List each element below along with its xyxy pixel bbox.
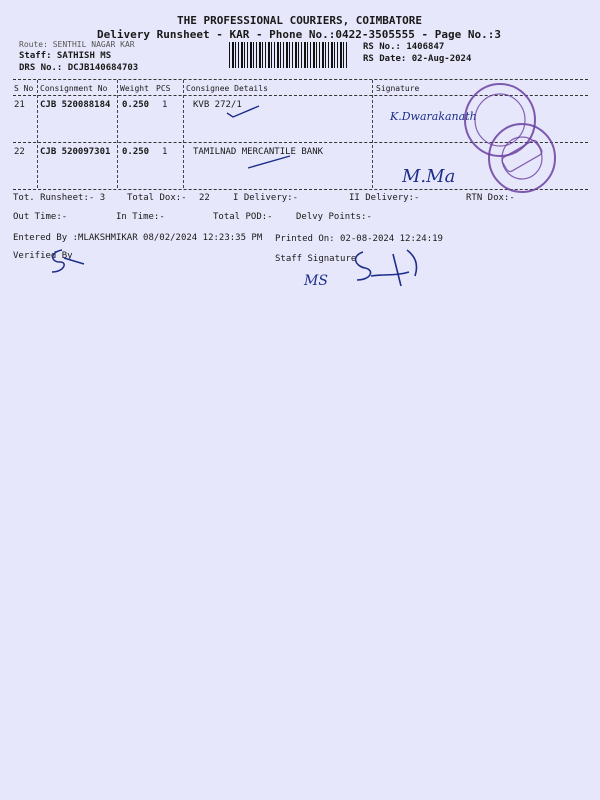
- verifier-signature-icon: [44, 246, 88, 276]
- tick-mark-icon: [246, 152, 296, 174]
- row-consignee: KVB 272/1: [193, 100, 242, 110]
- staff-signature-label: Staff Signature: [275, 254, 357, 264]
- staff-signature-icon: [345, 246, 430, 294]
- col-header-sno: S No: [14, 84, 34, 93]
- i-delivery: I Delivery:-: [233, 193, 299, 203]
- col-header-consignee: Consignee Details: [186, 84, 268, 93]
- delvy-points: Delvy Points:-: [296, 212, 372, 222]
- barcode: [229, 42, 349, 68]
- drs-number: DRS No.: DCJB140684703: [19, 63, 139, 73]
- runsheet-title: Delivery Runsheet - KAR - Phone No.:0422-3505555 - Page No.:3: [97, 28, 501, 41]
- row-consignee: TAMILNAD MERCANTILE BANK: [193, 147, 324, 157]
- col-divider: [117, 80, 118, 188]
- total-dox-value: 22: [199, 193, 210, 203]
- rs-date: RS Date: 02-Aug-2024: [363, 54, 472, 64]
- row-consignment: CJB 520088184: [40, 100, 111, 110]
- in-time: In Time:-: [116, 212, 165, 222]
- total-pod: Total POD:-: [213, 212, 273, 222]
- verified-by: Verified By: [13, 251, 73, 261]
- staff-initials: MS: [304, 273, 328, 289]
- col-divider: [183, 80, 184, 188]
- bank-stamp-icon: [460, 78, 560, 198]
- col-header-pcs: PCS: [156, 84, 171, 93]
- company-title: THE PROFESSIONAL COURIERS, COIMBATORE: [177, 14, 423, 27]
- total-dox-label: Total Dox:-: [127, 193, 187, 203]
- tick-mark-icon: [225, 104, 265, 120]
- rs-number: RS No.: 1406847: [363, 42, 445, 52]
- row-pcs: 1: [162, 100, 168, 110]
- row-weight: 0.250: [122, 147, 150, 157]
- col-divider: [372, 80, 373, 188]
- col-header-weight: Weight: [120, 84, 149, 93]
- ii-delivery: II Delivery:-: [349, 193, 420, 203]
- row-consignment: CJB 520097301: [40, 147, 111, 157]
- col-header-consignment: Consignment No: [40, 84, 108, 93]
- out-time: Out Time:-: [13, 212, 68, 222]
- staff-label: Staff: SATHISH MS: [19, 51, 112, 61]
- signature-row-21: K.Dwarakanath: [390, 110, 477, 123]
- col-divider: [37, 80, 38, 188]
- col-header-signature: Signature: [376, 84, 420, 93]
- row-sno: 21: [14, 100, 25, 110]
- row-sno: 22: [14, 147, 25, 157]
- entered-by: Entered By :MLAKSHMIKAR 08/02/2024 12:23:35 PM: [13, 233, 263, 243]
- printed-on: Printed On: 02-08-2024 12:24:19: [275, 234, 443, 244]
- signature-row-22: M.Ma: [402, 166, 456, 187]
- row-weight: 0.250: [122, 100, 150, 110]
- rtn-dox: RTN Dox:-: [466, 193, 515, 203]
- route-label: Route: SENTHIL NAGAR KAR: [19, 40, 135, 49]
- tot-runsheet: Tot. Runsheet:- 3: [13, 193, 106, 203]
- row-pcs: 1: [162, 147, 168, 157]
